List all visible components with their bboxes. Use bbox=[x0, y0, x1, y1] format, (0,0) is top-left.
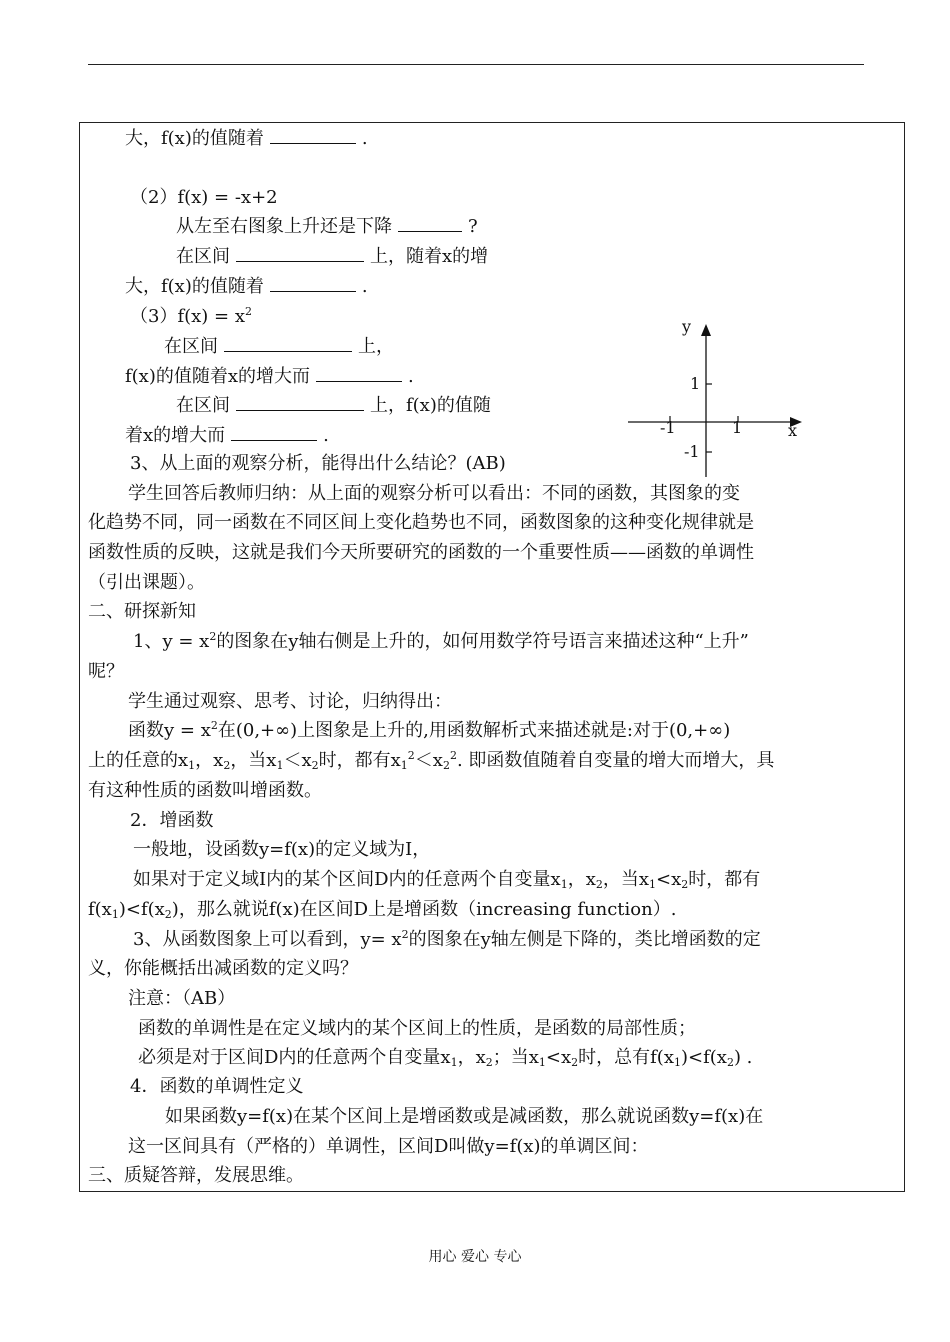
subsection-heading: 2．增函数 bbox=[130, 810, 214, 831]
text-line: 学生通过观察、思考、讨论，归纳得出： bbox=[128, 691, 452, 712]
tick-label-y-neg: -1 bbox=[684, 442, 700, 461]
text-line: f(x)的值随着x的增大而 . bbox=[125, 366, 414, 387]
text-line: 大，f(x)的值随着 . bbox=[125, 128, 368, 149]
text-line: 着x的增大而 . bbox=[125, 425, 329, 446]
x-axis-label: x bbox=[788, 421, 798, 440]
text-line: 函数的单调性是在定义域内的某个区间上的性质，是函数的局部性质； bbox=[138, 1018, 696, 1039]
text-line: 一般地，设函数y=f(x)的定义域为I， bbox=[133, 839, 431, 860]
answer-blank bbox=[231, 426, 317, 441]
header-rule bbox=[88, 64, 864, 65]
answer-blank bbox=[270, 277, 356, 292]
text-line: 在区间 上， bbox=[164, 336, 394, 357]
answer-blank bbox=[398, 217, 462, 232]
y-axis-arrow bbox=[701, 324, 711, 336]
text-line: 呢？ bbox=[88, 661, 124, 682]
coordinate-axes bbox=[620, 312, 820, 482]
text-line: 学生回答后教师归纳：从上面的观察分析可以看出：不同的函数，其图象的变 bbox=[128, 483, 740, 504]
text-line: 如果对于定义域I内的某个区间D内的任意两个自变量$x_1$，$x_2$，当$x_1<x_2$时，都有 bbox=[133, 869, 761, 891]
text-line: $f(x_1)<f(x_2)$，那么就说f(x)在区间D上是增函数（increasing function）. bbox=[88, 899, 677, 921]
text-line: 有这种性质的函数叫增函数。 bbox=[88, 780, 322, 801]
section-heading: 三、质疑答辩，发展思维。 bbox=[88, 1165, 304, 1186]
text-line: 注意：（AB） bbox=[128, 988, 236, 1009]
text-line: 这一区间具有（严格的）单调性，区间D叫做y=f(x)的单调区间： bbox=[128, 1136, 649, 1157]
text-line: 义，你能概括出减函数的定义吗？ bbox=[88, 958, 358, 979]
text-line: 如果函数y=f(x)在某个区间上是增函数或是减函数，那么就说函数y=f(x)在 bbox=[165, 1106, 764, 1127]
text-line: 函数$y = x^2$在(0,+∞)上图象是上升的,用函数解析式来描述就是:对于(0,+∞) bbox=[128, 719, 731, 741]
answer-blank bbox=[270, 129, 356, 144]
answer-blank bbox=[236, 396, 364, 411]
text-line: 3、从上面的观察分析，能得出什么结论？(AB) bbox=[130, 453, 506, 474]
tick-label-x-pos: 1 bbox=[732, 418, 743, 437]
answer-blank bbox=[224, 337, 352, 352]
answer-blank bbox=[236, 247, 364, 262]
text-line: 函数性质的反映，这就是我们今天所要研究的函数的一个重要性质——函数的单调性 bbox=[88, 542, 754, 563]
text-line: 必须是对于区间D内的任意两个自变量$x_1$，$x_2$；当$x_1<x_2$时，总有$f(x_1)<f(x_2)$ . bbox=[138, 1047, 753, 1069]
page-footer: 用心 爱心 专心 bbox=[428, 1249, 522, 1265]
tick-label-x-neg: -1 bbox=[660, 418, 676, 437]
text-line: 在区间 上，随着x的增 bbox=[176, 246, 489, 267]
section-heading: 二、研探新知 bbox=[88, 601, 196, 622]
text-line: 从左至右图象上升还是下降 ? bbox=[176, 216, 478, 237]
y-axis-label: y bbox=[682, 317, 692, 336]
text-line: 在区间 上，f(x)的值随 bbox=[176, 395, 491, 416]
subsection-heading: 4．函数的单调性定义 bbox=[130, 1076, 304, 1097]
text-line: 大，f(x)的值随着 . bbox=[125, 276, 368, 297]
text-line: （引出课题）。 bbox=[88, 572, 205, 593]
text-line: （2）f(x) = -x+2 bbox=[130, 187, 278, 208]
text-line: 1、$y = x^2$的图象在y轴右侧是上升的，如何用数学符号语言来描述这种“上升” bbox=[133, 630, 749, 652]
text-line: 上的任意的$x_1$，$x_2$，当$x_1<x_2$时，都有$x_1^2<x_2^2$. 即函数值随着自变量的增大而增大，具 bbox=[88, 749, 775, 772]
text-line: 化趋势不同，同一函数在不同区间上变化趋势也不同，函数图象的这种变化规律就是 bbox=[88, 512, 754, 533]
tick-label-y-pos: 1 bbox=[690, 374, 701, 393]
text-line: 3、从函数图象上可以看到，$y= x^2$的图象在y轴左侧是下降的，类比增函数的定 bbox=[133, 928, 761, 950]
text-line: $(3)f(x) = x^2$ bbox=[130, 305, 252, 327]
answer-blank bbox=[316, 367, 402, 382]
